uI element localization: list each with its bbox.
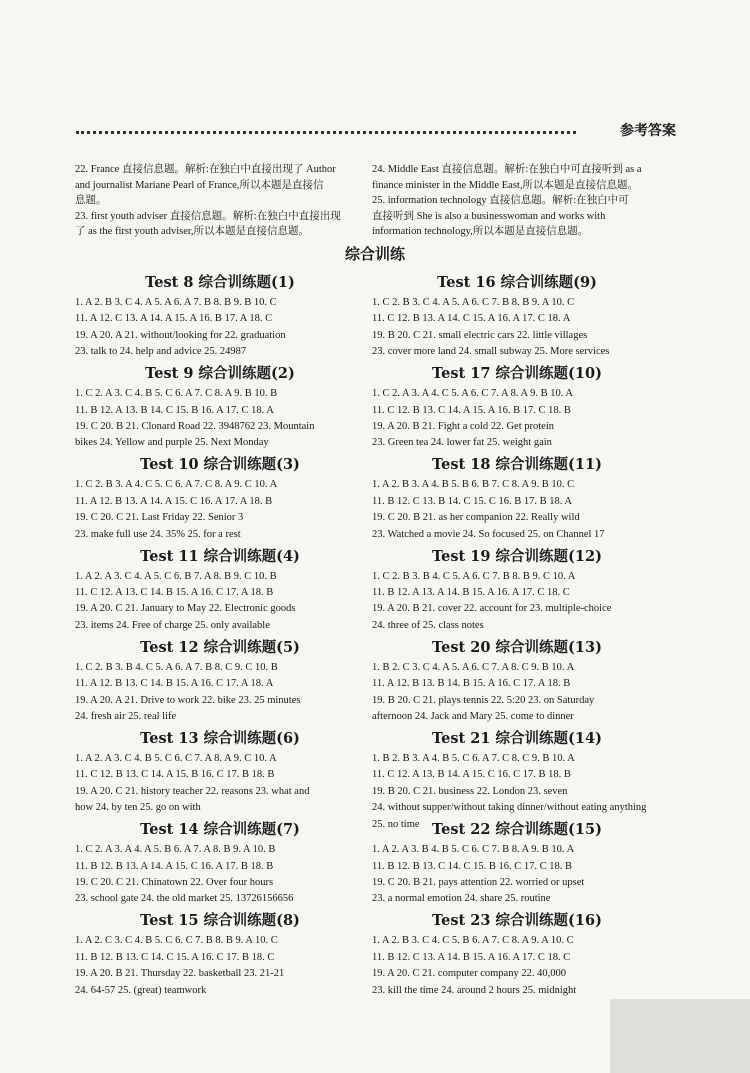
- answer-line: 23. cover more land 24. small subway 25. More services: [372, 346, 610, 358]
- answer-line: 24. 64-57 25. (great) teamwork: [75, 984, 207, 996]
- answer-line: 1. B 2. C 3. C 4. A 5. A 6. C 7. A 8. C 9. B 10. A: [372, 661, 575, 673]
- test-title: Test 9 综合训练题(2): [145, 365, 295, 383]
- intro-line: 23. first youth adviser 直接信息题。解析:在独白中直接出现: [75, 210, 341, 222]
- test-block: [372, 908, 662, 999]
- answer-line: 19. A 20. C 21. computer company 22. 40,000: [372, 968, 566, 980]
- test-block: [75, 726, 365, 817]
- intro-line: 了 as the first youth adviser,所以本题是直接信息题。: [75, 226, 310, 237]
- answer-line: 1. C 2. A 3. A 4. C 5. A 6. C 7. A 8. A 9. B 10. A: [372, 388, 574, 400]
- tests-left-column: [75, 270, 365, 1000]
- answer-line: 11. B 12. C 13. A 14. B 15. A 16. A 17. C 18. C: [372, 951, 571, 963]
- intro-left: [75, 162, 365, 240]
- answer-line: 1. C 2. B 3. C 4. A 5. A 6. C 7. B 8. B 9. A 10. C: [372, 297, 575, 308]
- answer-line: 19. A 20. A 21. Drive to work 22. bike 23. 25 minutes: [75, 694, 301, 706]
- answer-line: 11. C 12. A 13. C 14. B 15. A 16. C 17. A 18. B: [75, 586, 274, 598]
- answer-line: 19. C 20. C 21. Last Friday 22. Senior 3: [75, 512, 244, 524]
- answer-line: 11. B 12. A 13. B 14. C 15. B 16. A 17. C 18. A: [75, 404, 274, 416]
- answer-line: 11. B 12. B 13. C 14. C 15. A 16. C 17. B 18. C: [75, 951, 275, 963]
- answer-line: 23. make full use 24. 35% 25. for a rest: [75, 528, 241, 540]
- answer-line: 11. B 12. B 13. A 14. A 15. C 16. A 17. B 18. B: [75, 860, 274, 872]
- answer-line: 19. B 20. C 21. plays tennis 22. 5:20 23. on Saturday: [372, 694, 595, 706]
- answer-line: 19. A 20. B 21. cover 22. account for 23. multiple-choice: [372, 603, 612, 615]
- answer-line: 1. A 2. A 3. C 4. B 5. C 6. C 7. A 8. A 9. C 10. A: [75, 752, 277, 764]
- test-block: [75, 817, 365, 908]
- answer-line: 24. three of 25. class notes: [372, 619, 484, 631]
- answer-line: bikes 24. Yellow and purple 25. Next Monday: [75, 437, 269, 449]
- intro-line: 22. France 直接信息题。解析:在独白中直接出现了 Author: [75, 164, 336, 175]
- answer-line: 1. A 2. A 3. C 4. A 5. C 6. B 7. A 8. B 9. C 10. B: [75, 570, 277, 582]
- answer-line: 1. C 2. B 3. A 4. C 5. C 6. A 7. C 8. A 9. C 10. A: [75, 479, 278, 491]
- intro-line: 25. information technology 直接信息题。解析:在独白中可: [372, 195, 629, 206]
- answer-line: 1. A 2. B 3. A 4. B 5. B 6. B 7. C 8. A 9. B 10. C: [372, 479, 575, 491]
- test-block: [372, 635, 662, 726]
- test-block: [372, 452, 662, 543]
- tests-right-column: [372, 270, 662, 1000]
- answer-line: 11. C 12. B 13. C 14. A 15. B 16. C 17. B 18. B: [75, 769, 275, 781]
- answer-line: 11. B 12. A 13. A 14. B 15. A 16. A 17. C 18. C: [372, 586, 570, 598]
- answer-line: 23. a normal emotion 24. share 25. routine: [372, 893, 551, 905]
- answer-line: 19. B 20. C 21. business 22. London 23. seven: [372, 785, 568, 797]
- answer-line: 23. Watched a movie 24. So focused 25. on Channel 17: [372, 528, 605, 540]
- intro-line: 息题。: [75, 195, 107, 206]
- answer-line: 11. C 12. B 13. C 14. A 15. A 16. B 17. C 18. B: [372, 404, 571, 416]
- watermark-logo: [610, 999, 750, 1073]
- answer-line: 24. without supper/without taking dinner/without eating anything: [372, 802, 647, 814]
- answer-line: 24. fresh air 25. real life: [75, 710, 177, 722]
- answer-line: 19. C 20. B 21. as her companion 22. Really wild: [372, 512, 580, 524]
- answer-line: 1. A 2. B 3. C 4. A 5. A 6. A 7. B 8. B 9. B 10. C: [75, 297, 277, 308]
- answer-line: 19. A 20. A 21. without/looking for 22. graduation: [75, 329, 286, 341]
- intro-right: [372, 162, 662, 240]
- answer-line: 11. A 12. B 13. A 14. A 15. C 16. A 17. A 18. B: [75, 495, 273, 507]
- header-title: 参考答案: [620, 123, 676, 139]
- answer-line: 11. A 12. B 13. B 14. B 15. A 16. C 17. A 18. B: [372, 678, 571, 690]
- test-title: Test 14 综合训练题(7): [140, 821, 300, 839]
- answer-line: 23. Green tea 24. lower fat 25. weight gain: [372, 437, 552, 449]
- answer-line: 23. items 24. Free of charge 25. only available: [75, 619, 270, 631]
- answer-line: how 24. by ten 25. go on with: [75, 802, 201, 814]
- answer-line: afternoon 24. Jack and Mary 25. come to dinner: [372, 710, 574, 722]
- test-block: [75, 361, 365, 452]
- answer-line: 11. A 12. C 13. A 14. A 15. A 16. B 17. A 18. C: [75, 313, 273, 325]
- page-header: [76, 120, 676, 142]
- answer-line: 25. no time: [372, 818, 420, 830]
- answer-line: 23. kill the time 24. around 2 hours 25. midnight: [372, 984, 577, 996]
- dotted-rule: [76, 131, 576, 134]
- section-title: 综合训练: [344, 245, 405, 263]
- test-title: Test 16 综合训练题(9): [437, 274, 597, 291]
- test-title: Test 22 综合训练题(15): [432, 821, 602, 839]
- test-title: Test 19 综合训练题(12): [432, 547, 602, 565]
- test-block: [372, 270, 662, 361]
- answer-line: 19. B 20. C 21. small electric cars 22. little villages: [372, 329, 588, 341]
- test-block: [75, 270, 365, 361]
- answer-line: 1. C 2. A 3. C 4. B 5. C 6. A 7. C 8. A 9. B 10. B: [75, 388, 278, 400]
- test-title: Test 23 综合训练题(16): [432, 912, 602, 930]
- intro-line: finance minister in the Middle East,所以本题是直接信息题。: [372, 179, 638, 191]
- answer-line: 19. A 20. C 21. history teacher 22. reasons 23. what and: [75, 785, 310, 797]
- test-block: [75, 544, 365, 635]
- test-title: Test 11 综合训练题(4): [140, 547, 300, 565]
- intro-line: 24. Middle East 直接信息题。解析:在独白中可直接听到 as a: [372, 164, 642, 175]
- answer-line: 1. C 2. A 3. A 4. A 5. B 6. A 7. A 8. B 9. A 10. B: [75, 844, 276, 856]
- intro-line: information technology,所以本题是直接信息题。: [372, 226, 589, 237]
- answer-line: 19. C 20. C 21. Chinatown 22. Over four hours: [75, 876, 274, 888]
- answer-line: 11. C 12. A 13. B 14. A 15. C 16. C 17. B 18. B: [372, 769, 571, 781]
- test-block: [75, 908, 365, 999]
- test-title: Test 20 综合训练题(13): [432, 638, 602, 656]
- answer-line: 11. C 12. B 13. A 14. C 15. A 16. A 17. C 18. A: [372, 313, 571, 325]
- test-title: Test 21 综合训练题(14): [432, 729, 602, 747]
- intro-line: 直接听到 She is also a businesswoman and works with: [372, 210, 606, 222]
- test-title: Test 15 综合训练题(8): [140, 912, 300, 930]
- intro-line: and journalist Mariane Pearl of France,所以本题是直接信: [75, 179, 324, 191]
- answer-line: 19. C 20. B 21. Clonard Road 22. 3948762 23. Mountain: [75, 421, 315, 432]
- answer-line: 19. C 20. B 21. pays attention 22. worried or upset: [372, 876, 585, 888]
- test-title: Test 13 综合训练题(6): [140, 729, 300, 747]
- answer-line: 11. B 12. C 13. B 14. C 15. C 16. B 17. B 18. A: [372, 495, 573, 507]
- test-block: [75, 635, 365, 726]
- answer-line: 23. school gate 24. the old market 25. 13726156656: [75, 893, 294, 905]
- answer-line: 23. talk to 24. help and advice 25. 24987: [75, 346, 247, 358]
- test-title: Test 10 综合训练题(3): [140, 456, 300, 474]
- test-title: Test 8 综合训练题(1): [145, 274, 295, 291]
- test-block: [372, 361, 662, 452]
- test-title: Test 18 综合训练题(11): [432, 456, 602, 474]
- test-title: Test 12 综合训练题(5): [140, 638, 300, 656]
- answer-line: 11. A 12. B 13. C 14. B 15. A 16. C 17. A 18. A: [75, 678, 274, 690]
- answer-line: 1. A 2. C 3. C 4. B 5. C 6. C 7. B 8. B 9. A 10. C: [75, 935, 278, 947]
- test-block: [75, 452, 365, 543]
- answer-line: 1. A 2. A 3. B 4. B 5. C 6. C 7. B 8. A 9. B 10. A: [372, 844, 575, 856]
- answer-line: 19. A 20. B 21. Fight a cold 22. Get protein: [372, 421, 554, 432]
- test-title: Test 17 综合训练题(10): [432, 365, 602, 383]
- answer-line: 1. B 2. B 3. A 4. B 5. C 6. A 7. C 8. C 9. B 10. A: [372, 752, 575, 764]
- answer-line: 19. A 20. B 21. Thursday 22. basketball 23. 21-21: [75, 968, 285, 980]
- answer-line: 1. C 2. B 3. B 4. C 5. A 6. A 7. B 8. C 9. C 10. B: [75, 661, 278, 673]
- test-block: [372, 544, 662, 635]
- answer-line: 1. A 2. B 3. C 4. C 5. B 6. A 7. C 8. A 9. A 10. C: [372, 935, 574, 947]
- answer-line: 19. A 20. C 21. January to May 22. Electronic goods: [75, 603, 296, 615]
- answer-line: 1. C 2. B 3. B 4. C 5. A 6. C 7. B 8. B 9. C 10. A: [372, 570, 576, 582]
- answer-line: 11. B 12. B 13. C 14. C 15. B 16. C 17. C 18. B: [372, 860, 573, 872]
